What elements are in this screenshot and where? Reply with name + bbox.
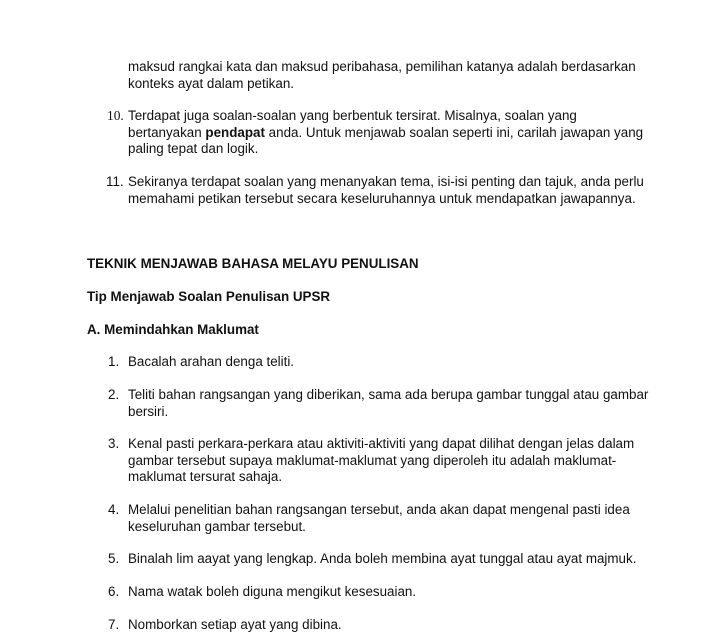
- list-item-7: [108, 617, 688, 634]
- list-number: 4.: [108, 502, 120, 517]
- list-item-6: [108, 584, 688, 601]
- list-item-5: [108, 551, 688, 568]
- text-segment: anda. Untuk menjawab soalan seperti ini, carilah jawapan yang: [264, 124, 644, 140]
- list-item-11: [106, 174, 688, 207]
- text-line: Terdapat juga soalan-soalan yang berbentuk tersirat. Misalnya, soalan yang: [128, 108, 577, 123]
- text-line: memahami petikan tersebut secara keseluruhannya untuk mendapatkan jawapannya.: [128, 190, 636, 206]
- text-line: Teliti bahan rangsangan yang diberikan, sama ada berupa gambar tunggal atau gambar: [128, 387, 649, 402]
- list-item-2: [108, 387, 688, 420]
- list-number: 1.: [108, 354, 120, 369]
- text-line: [128, 125, 688, 142]
- text-line: Melalui penelitian bahan rangsangan tersebut, anda akan dapat mengenal pasti idea: [128, 502, 630, 517]
- text-line: bersiri.: [128, 403, 169, 419]
- text-line: maksud rangkai kata dan maksud peribahasa, pemilihan katanya adalah berdasarkan: [128, 59, 636, 74]
- list-number: 2.: [108, 387, 120, 402]
- text-line: paling tepat dan logik.: [128, 141, 259, 156]
- text-line: gambar tersebut supaya maklumat-maklumat yang diperoleh itu adalah maklumat-: [128, 452, 617, 468]
- text-line: Sekiranya terdapat soalan yang menanyakan tema, isi-isi penting dan tajuk, anda perlu: [128, 174, 644, 189]
- sub-heading-tip: Tip Menjawab Soalan Penulisan UPSR: [87, 289, 331, 304]
- list-number: 3.: [108, 436, 120, 451]
- bold-text: pendapat: [205, 124, 265, 140]
- text-line: konteks ayat dalam petikan.: [128, 75, 294, 91]
- text-line: maklumat tersurat sahaja.: [128, 469, 283, 484]
- list-number: 5.: [108, 551, 120, 566]
- list-number: 6.: [108, 584, 120, 599]
- text-line: Nomborkan setiap ayat yang dibina.: [128, 617, 342, 632]
- text-segment: bertanyakan: [128, 124, 206, 140]
- list-number: 7.: [108, 617, 120, 632]
- list-item-3: [108, 436, 688, 486]
- text-line: Binalah lim aayat yang lengkap. Anda boleh membina ayat tunggal atau ayat majmuk.: [128, 551, 637, 566]
- list-item-1: [108, 354, 688, 371]
- section-heading-a: A. Memindahkan Maklumat: [87, 322, 259, 337]
- text-line: Bacalah arahan denga teliti.: [128, 354, 295, 369]
- text-line: Nama watak boleh diguna mengikut kesesuaian.: [128, 584, 417, 599]
- list-item-10: [107, 108, 688, 158]
- list-number: 11.: [106, 174, 124, 189]
- list-item-4: [108, 502, 688, 535]
- text-line: Kenal pasti perkara-perkara atau aktiviti-aktiviti yang dapat dilihat dengan jelas dalam: [128, 436, 635, 451]
- main-heading: TEKNIK MENJAWAB BAHASA MELAYU PENULISAN: [87, 256, 419, 271]
- list-item-continuation: [128, 59, 688, 92]
- list-number: 10.: [107, 108, 124, 123]
- text-line: keseluruhan gambar tersebut.: [128, 518, 306, 534]
